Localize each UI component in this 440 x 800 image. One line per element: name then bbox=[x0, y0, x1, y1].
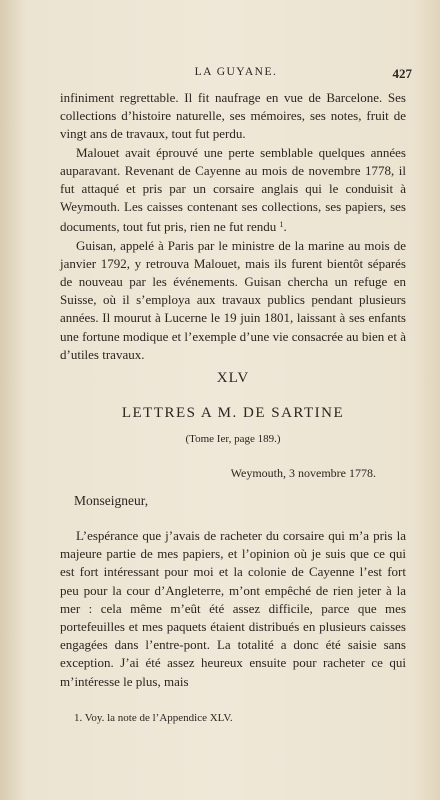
letter-dateline: Weymouth, 3 novembre 1778. bbox=[230, 466, 376, 480]
paragraph: Malouet avait éprouvé une perte semblable quelques années auparavant. Revenant de Cayenne au mois de novembre 1778, il fut attaqué et pris par un corsaire anglais qui le conduisit à Weymouth. Les caisses contenant ses collections, ses papiers, ses documents, tout fut pris, rien ne fut rendu $^1$. bbox=[60, 144, 406, 235]
letter-salutation: Monseigneur, bbox=[74, 493, 149, 508]
section-reference: (Tome Ier, page 189.) bbox=[185, 433, 281, 445]
body-text bbox=[60, 89, 406, 364]
footnote: 1. Voy. la note de l’Appendice XLV. bbox=[74, 712, 233, 724]
section-number: XLV bbox=[216, 370, 250, 386]
section-title: LETTRES A M. DE SARTINE bbox=[121, 405, 345, 421]
paragraph: infiniment regrettable. Il fit naufrage en vue de Barcelone. Ses collections d’histoire naturelle, ses mémoires, ses notes, fruit de vingt ans de travaux, tout fut perdu. bbox=[60, 90, 406, 142]
letter-paragraph: L’espérance que j’avais de racheter du corsaire qui m’a pris la majeure partie de mes papiers, et l’opinion où je suis que ce qui est fort intéressant pour moi et la colonie de Cayenne l’est fort peu pour la cour d’Angleterre, m’ont empêché de rien jeter à la mer : cela même m’eût été assez difficile, parce que mes portefeuilles et mes paquets étaient distribués en plusieurs caisses engagées dans l’entre-pont. La totalité a donc été saisie sans exception. J’ai été assez heureux ensuite pour racheter ce qui m’intéresse le plus, mais bbox=[60, 528, 406, 689]
paragraph-text: Malouet avait éprouvé une perte semblable quelques années auparavant. Revenant de Cayenne au mois de novembre 1778, il fut attaqué et pris par un corsaire anglais qui le conduisit à Weymouth. Les caisses contenant ses collections, ses papiers, ses documents, tout fut pris, rien ne fut rendu bbox=[60, 144, 406, 235]
footnote-marker: 1 bbox=[279, 220, 284, 230]
running-head-title: LA GUYANE. bbox=[194, 66, 278, 78]
running-head bbox=[60, 66, 412, 82]
paragraph: Guisan, appelé à Paris par le ministre de la marine au mois de janvier 1792, y retrouva Malouet, mais ils furent bientôt séparés de nouveau par les événements. Guisan chercha un refuge en Suisse, où il s’employa aux travaux publics pendant plusieurs années. Il mourut à Lucerne le 19 juin 1801, laissant à ses enfants une fortune modique et l’exemple d’une vie consacrée au bien et à d’utiles travaux. bbox=[60, 237, 406, 362]
page-number: 427 bbox=[392, 66, 412, 81]
letter-body bbox=[60, 527, 406, 691]
